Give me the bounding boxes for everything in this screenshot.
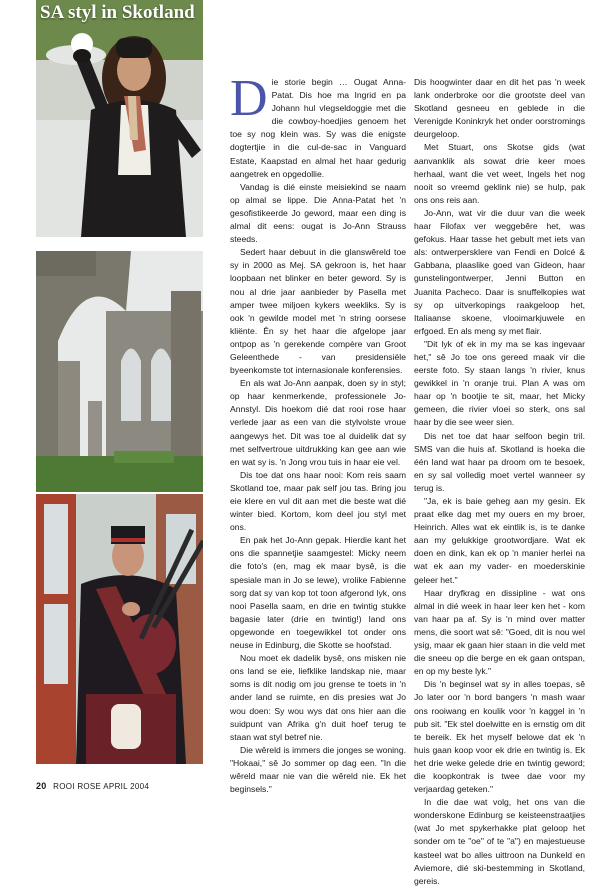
article-paragraph: Dis net toe dat haar selfoon begin tril. SMS van die huis af. Skotland is hoeka die één land wat haar pa droom om te besoek, en sy sal volledig moet vertel wanneer sy terug is.	[414, 430, 585, 493]
article-paragraph: Die wêreld is immers die jonges se woning. "Hokaai," sê Jo sommer op dag een. "In die wêreld maar nie van die wêreld nie. Ek het beginsels."	[230, 744, 406, 795]
article-column-right	[414, 76, 585, 888]
article-paragraph: Met Stuart, ons Skotse gids (wat aanvanklik als sowat drie keer moes herhaal, want die vet weet, Ingels het nog nooit so vreemd geklink nie) se hulp, pak ons ons reis aan.	[414, 142, 585, 205]
article-paragraph: En als wat Jo-Ann aanpak, doen sy in styl; op haar kenmerkende, professionele Jo-Annstyl. Dis hoekom dié dat rooi rose haar verlede jaar as een van die stylvolste vroue aangewys het. Dit was toe al duidelik dat sy met selfvertroue uitdrukking kan gee aan wie en wat sy is. 'n Jong vrou tuis in haar eie vel.	[230, 378, 406, 467]
article-paragraph: "Dit lyk of ek in my ma se kas ingevaar het," sê Jo toe ons gereed maak vir die eerste foto. Sy staan langs 'n rivier, knus gewikkel in 'n oranje trui. Plan A was om haar op 'n bootjie te sit, maar, het Micky gemeen, die rivier vloei so sterk, ons sal haar by die see weer sien.	[414, 338, 585, 428]
photo-bagpiper	[36, 494, 203, 764]
article-title: SA styl in Skotland	[40, 2, 195, 23]
magazine-name: ROOI ROSE	[53, 782, 102, 791]
article-paragraph: Dis toe dat ons haar nooi: Kom reis saam Skotland toe, maar pak self jou tas. Bring jou eie klere en vul dit aan met die beste wat dié winter bied. Kortom, kom deel jou styl met ons.	[230, 469, 406, 533]
article-paragraph: Die storie begin … Ougat Anna-Patat. Dis hoe ma Ingrid en pa Johann hul vlegseldoggie met die die cowboy-hoedjies genoem het toe sy nog klein was. Sy was die enigste dogtertjie in die cul-de-sac in Vanguard Estate, Kaapstad en almal het haar gedurig aangetrek en opgedollie.	[230, 70, 406, 179]
article-paragraph: Nou moet ek dadelik bysê, ons misken nie ons land se eie, liefklike landskap nie, maar soms is dit nodig om jou grense te toets in 'n ander land se ruimte, en dis presies wat Jo wou doen: Sy wou wys dat ons hier aan die suidpunt van Afrika g'n duit hoef terug te staan wat styl betref nie.	[230, 653, 406, 742]
article-paragraph: Dis 'n beginsel wat sy in alles toepas, sê Jo later oor 'n bord bangers 'n mash waar ons rooiwang en koulik voor 'n kaggel in 'n pub sit. "Ek stel doelwitte en is ernstig om dit te bereik. Ek het myself belowe dat ek 'n huis gaan koop voor ek drie en twintig is. Ek het drie weke gelede drie en twintig geword; die koopkontrak is twee dae voor my verjaardag geteken."	[414, 679, 585, 795]
drop-cap: D	[230, 70, 268, 127]
article-paragraph: "Ja, ek is baie geheg aan my gesin. Ek praat elke dag met my ouers en my broer, Heinrich. Alles wat ek eintlik is, is te danke aan my gelukkige grootwordjare. Wat ek doen en dink, kan ek op 'n manier herlei na wat ek aan my vader- en moederskinie geleer het."	[414, 496, 585, 585]
photo-bagpiper-image	[36, 494, 203, 764]
page-footer	[36, 781, 149, 791]
article-paragraph: Vandag is dié einste meisiekind se naam op almal se lippe. Die Anna-Patat het 'n gesofistikeerde Jo geword, maar een ding is almal dit eens: ougat is Jo-Ann Strauss steeds.	[230, 181, 406, 245]
photo-abbey-ruins-image	[36, 251, 203, 492]
article-paragraph: Jo-Ann, wat vir die duur van die week haar Filofax ver weggebêre het, was gefokus. Haar tasse het gebult met iets van als: ontwerpersklere van Fendi en Dolcé & Gabbana, plaaslike goed van Gideon, haar gunstelingontwerper, Jenni Button en Juanita Pacheco. Daar is snuffelkopies wat sy op uitverkopings raakgeloop het, Italiaanse skoene, vlooimarkjuwele en erfgoed. En als meng sy met flair.	[414, 207, 585, 336]
article-paragraph: Haar dryfkrag en dissipline - wat ons almal in dié week in haar leer ken het - kom van haar pa af. Sy is 'n mind over matter mens, die soort wat sê: "Goed, dit is nou wel ysig, maar ek gaan hier staan in die veld met die sneeu op die berge en ek gaan ontspan, en op my beste lyk."	[414, 587, 585, 677]
photo-woman-in-snow-image	[36, 0, 203, 237]
article-paragraph: Sedert haar debuut in die glanswêreld toe sy in 2000 as Mej. SA gekroon is, het haar loopbaan net blinker en beter geword. Sy is nou al drie jaar aanbieder by Pasella met amper twee miljoen kykers weekliks. Sy is ook 'n gewilde model met 'n string oorsese kliënte. Ên sy het haar die afgelope jaar ontpop as 'n gerekende compère van Groot Geleenthede - van presidensiële byeenkomste tot internasionale konferensies.	[230, 247, 406, 376]
article-column-middle	[230, 70, 406, 796]
article-paragraph: Dis hoogwinter daar en dit het pas 'n week lank onderbroke oor die grootste deel van Skotland gesneeu en geblede in die Verenigde Koninkryk het onder oorstromings deurgeloop.	[414, 77, 585, 140]
photo-woman-in-snow	[36, 0, 203, 237]
issue-date: APRIL 2004	[103, 782, 150, 791]
article-paragraph: En pak het Jo-Ann gepak. Hierdie kant het ons die spannetjie saamgestel: Micky neem die foto's (en, mag ek maar bysê, is die spesiale man in Jo se lewe), vrolike Fabienne sorg dat sy van kop tot toon afgerond lyk, ons nooi Pasella saam, en drie en twintig stukke bagasie later (drie en twintig!) land ons opgewonde en toegewikkel tot onder ons neuse in Edinburg, die Skotte se hoofstad.	[230, 535, 406, 651]
photo-abbey-ruins	[36, 251, 203, 492]
article-paragraph: In die dae wat volg, het ons van die wonderskone Edinburg se keisteenstraatjies (wat Jo met spykerhakke plat geloop het sonder om te "oe" of te "a") en majestueuse kasteel wat bo alles uittroon na Dunkeld en Aviemore, dié ski-bestemming in Skotland, gereis.	[414, 797, 585, 886]
page-number: 20	[36, 781, 47, 791]
